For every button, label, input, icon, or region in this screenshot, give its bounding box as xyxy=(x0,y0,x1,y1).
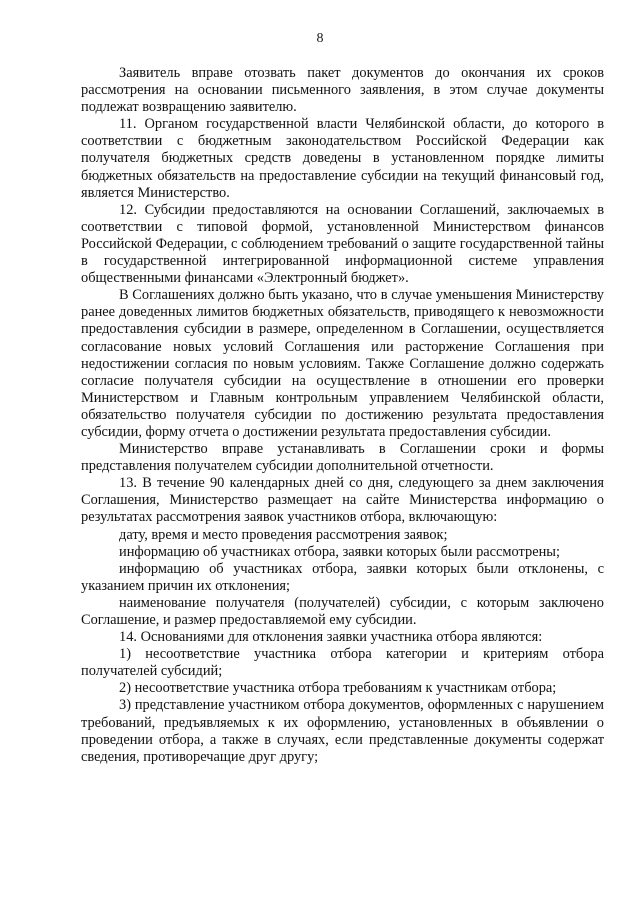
list-item-reviewed: информацию об участниках отбора, заявки которых были рассмотрены; xyxy=(119,543,560,560)
paragraph-reporting: Министерство вправе устанавливать в Соглашении сроки и формы представления получателем субсидии дополнительной отчетности. xyxy=(81,441,604,475)
paragraph-withdrawal: Заявитель вправе отозвать пакет документов до окончания их сроков рассмотрения на основании письменного заявления, в этом случае документы подлежат возвращению заявителю. xyxy=(81,65,604,116)
list-item-recipient: наименование получателя (получателей) субсидии, с которым заключено Соглашение, и размер предоставляемой ему субсидии. xyxy=(81,594,604,628)
paragraph-12: 12. Субсидии предоставляются на основании Соглашений, заключаемых в соответствии с типовой формой, установленной Министерством финансов Российской Федерации, с соблюдением требований о защите государственной тайны в государственной интегрированной информационной системе управления общественными финансами «Электронный бюджет». xyxy=(81,201,604,287)
list-item-date-time: дату, время и место проведения рассмотрения заявок; xyxy=(119,526,448,543)
paragraph-11: 11. Органом государственной власти Челябинской области, до которого в соответствии с бюджетным законодательством Российской Федерации как получателя бюджетных средств доведены в установленном порядке лимиты бюджетных обязательств на предоставление субсидии на текущий финансовый год, является Министерство. xyxy=(81,116,604,201)
rejection-reason-3: 3) представление участником отбора документов, оформленных с нарушением требований, предъявляемых к их оформлению, установленных в объявлении о проведении отбора, а также в случаях, если представленные документы содержат сведения, противоречащие друг другу; xyxy=(81,697,604,765)
list-item-rejected: информацию об участниках отбора, заявки которых были отклонены, с указанием причин их отклонения; xyxy=(81,560,604,594)
paragraph-14: 14. Основаниями для отклонения заявки участника отбора являются: xyxy=(119,629,543,646)
rejection-reason-2: 2) несоответствие участника отбора требованиям к участникам отбора; xyxy=(119,680,557,697)
paragraph-13: 13. В течение 90 календарных дней со дня, следующего за днем заключения Соглашения, Министерство размещает на сайте Министерства информацию о результатах рассмотрения заявок участников отбора, включающую: xyxy=(81,475,604,526)
document-body xyxy=(81,65,604,766)
rejection-reason-1: 1) несоответствие участника отбора категории и критериям отбора получателей субсидий; xyxy=(81,646,604,680)
paragraph-agreements: В Соглашениях должно быть указано, что в случае уменьшения Министерству ранее доведенных лимитов бюджетных обязательств, приводящего к невозможности предоставления субсидии в размере, определенном в Соглашении, осуществляется согласование новых условий Соглашения или расторжение Соглашения при недостижении согласия по новым условиям. Также Соглашение должно содержать согласие получателя субсидии на осуществление в отношении его проверки Министерством и Главным контрольным управлением Челябинской области, обязательство получателя субсидии по достижению результата предоставления субсидии, форму отчета о достижении результата предоставления субсидии. xyxy=(81,287,604,440)
page-number: 8 xyxy=(316,31,324,46)
